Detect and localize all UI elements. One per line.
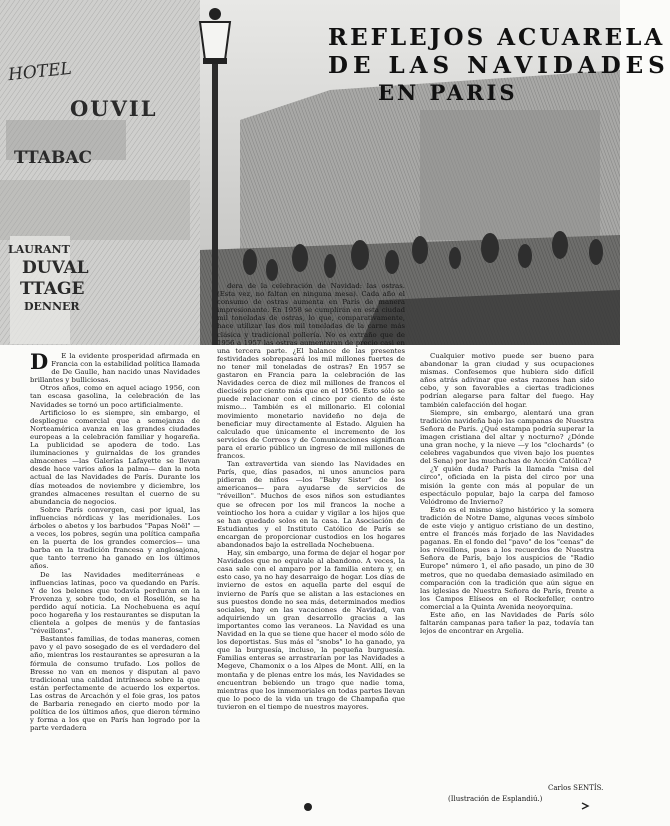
paragraph: Sobre París convergen, casi por igual, las influencias nórdicas y las meridionales. Los árboles o abetos y los barbudos "Papas Noël" —a veces, los pobres, según una política campaña en la puerta de los grandes comercios— una barba en la tradición francesa y anglosajona, que tanto terreno ha ganado en los últimos años. bbox=[30, 505, 200, 571]
paragraph: Siempre, sin embargo, alentará una gran tradición navideña bajo las campanas de Nuestra Señora de París. ¿Qué estampa podría superar la imagen cristiana del altar y nocturno? ¿Dónde una gran noche, y la nieve —y los "clochards" (o celebres vagabundos que viven bajo los puentes del Sena) por las muchachas de Acción Católica? bbox=[420, 408, 594, 466]
duval-sign: DUVAL bbox=[22, 258, 89, 278]
title-line-2: DE LAS NAVIDADES bbox=[328, 52, 670, 79]
drop-cap: D bbox=[30, 349, 49, 374]
paragraph: dera de la celebración de Navidad: las ostras. (Esta vez, no faltan en ninguna mesa). Cada año el consumo de ostras aumenta en París de manera impresionante. En 1958 se cumplirán en esta ciudad mil toneladas de ostras, lo que, comparativamente, hace utilizar las dos mil toneladas de la carne más clásica y tradicional pollería. No es extraño que de 1956 a 1957 las ostras aumentaran de precio casi en una tercera parte. ¿El balance de las presentes festividades sobrepasará los mil millones fuertes de no tener mil toneladas de ostras? En 1957 se gastaron en Francia para la celebración de las Navidades cerca de diez mil millones de francos el dieciséis por ciento más que en el 1956. Esto sólo se puede relacionar con el cinco por ciento de éste mismo... También es el millonario. El colonial movimiento monetario navideño no deja de beneficiar muy directamente al Estado. Alguien ha calculado que únicamente el incremento de los servicios de Correos y de Comunicaciones significan para el erario público un ingreso de mil millones de francos. bbox=[217, 282, 405, 460]
paragraph: ¿Y quién duda? París la llamada "misa del circo", oficiada en la pista del circo por una misión la gente con más al popular de un espectáculo popular, bajo la carpa del famoso Velódromo de Invierno? bbox=[420, 465, 594, 506]
paragraph: Este año, en las Navidades de París sólo faltarán campanas para tañer la paz, todavía tan lejos de encontrar en Argelia. bbox=[420, 611, 594, 636]
author-signature: Carlos SENTÍS. bbox=[548, 784, 604, 792]
title-line-3: EN PARIS bbox=[378, 80, 518, 105]
laurant-sign: LAURANT bbox=[8, 243, 70, 256]
ouvil-sign: OUVIL bbox=[70, 96, 158, 121]
hotel-sign: HOTEL bbox=[7, 58, 73, 86]
article-column-1 bbox=[30, 349, 200, 808]
paragraph: Tan extravertida van siendo las Navidades en París, que, días pasados, ni unos anuncios para pidieran de niños —los "Baby Sister" de los americanos— para ayudarse de servicios de "réveillon". Muchos de esos niños son estudiantes que se ofrecen por los mil francos la noche a veintiocho los hora a cuidar y vigilar a los hijos que se han quedado solos en la casa. La Asociación de Estudiantes y el Instituto Católico de París se encargan de proporcionar custodios en los hogares abandonados bajo la estrellada Nochebuena. bbox=[217, 460, 405, 549]
paragraph: Artificioso lo es siempre, sin embargo, el despliegue comercial que a semejanza de Norteamérica avanza en las grandes ciudades europeas a la celebración familiar y hogareña. La publicidad se apodera de todo. Las iluminaciones y guirnaldas de los grandes almacenes —las Galerías Lafayette se llevan desde hace varios años la palma— dan la nota actual de las Navidades de París. Durante los días moteados de noviembre y diciembre, los grandes almacenes resultan el cuerno de su abundancia de negocios. bbox=[30, 408, 200, 506]
paragraph: Bastantes familias, de todas maneras, comen pavo y el pavo sosegado de es el verdadero del año, mientras los restaurantes se apresuran a la fórmula de consumo trufado. Los pollos de Bresse no van en menos y disputan al pavo tradicional una calidad intrínseca sobre la que están perfectamente de acuerdo los expertos. Las ostras de Arcachón y el foie gras, los patos de Barbaria renegado en cierto modo por la política de los últimos años, que dieron término y forma a los que en París han logrado por la parte verdadera bbox=[30, 635, 200, 733]
denner-sign: DENNER bbox=[24, 300, 80, 313]
paragraph: E la evidente prosperidad afirmada en Francia con la estabilidad política llamada de De Gaulle, han nacido unas Navidades brillantes y bulliciosas. bbox=[30, 352, 200, 385]
paragraph: Hay, sin embargo, una forma de dejar el hogar por Navidades que no equivale al abandono. A veces, la casa sale con el amparo por la familia entera y, en esto caso, ya no hay desarraigo de hogar. Los días de invierno de estos en aquella parte del esquí de invierno de París que se alistan a las estaciones en sus puestos donde no sea más, determinados medios sociales, hay en las vacaciones de Navidad, van adquiriendo un gran desarrollo gracias a las importantes como las veraneos. La Navidad es una Navidad en la que se tiene que hacer el modo sólo de los deportistas. Sus más el "snobs" lo ha ganado, ya que la burguesía, incluso, la pequeña burguesía. Familias enteras se arrastrarían por las Navidades a Megeve, Chamonix o a los Alpes de Mont. Allí, en la montaña y de plenas entre los más, les Navidades se encuentran bebiendo un trago que nadie toma, mientras que los inmemoriales en todas partes llevan que lo poco de la vida un trago de Champaña que tuvieron en el tiempo de nuestros mayores. bbox=[217, 549, 405, 711]
edge-mark bbox=[580, 802, 590, 810]
illustration-credit: (Ilustración de Esplandiú.) bbox=[448, 795, 543, 803]
tabac-sign: TTABAC bbox=[14, 148, 93, 168]
ornament-mark bbox=[296, 800, 320, 814]
paragraph: Esto es el mismo signo histórico y la somera tradición de Notre Dame, algunas veces símbolo de este viejo y antiguo cristiano de un destino, entre el francés más forjado de las Navidades paganas. En el fondo del "pavo" de los "cenas" de los réveillons, pues a los recuerdos de Nuestra Señora de París, bajo los auspicios de "Radio Europe" número 1, el año pasado, un pino de 30 metros, que no quedaba demasiado asimilado en comparación con la tradición que aún sigue en las iglesias de Nuestra Señora de París, frente a los Campos Elíseos en el Rockefeller, centro comercial a la Quinta Avenida neoyorquina. bbox=[420, 505, 594, 611]
paragraph: Cualquier motivo puede ser bueno para abandonar la gran ciudad y sus ocupaciones mismas. Confesemos que hubiera sido difícil años atrás adivinar que estas razones han sido cebo, y son favorables a ciertas tradiciones podrían alegarse para faltar del fuego. Hay también calefacción del hogar. bbox=[420, 352, 594, 409]
paragraph: Otros años, como en aquel aciago 1956, con tan escasa gasolina, la celebración de las Navidades se tornó un poco artificialmente. bbox=[30, 384, 200, 409]
article-column-3 bbox=[420, 352, 594, 782]
article-column-2 bbox=[217, 282, 405, 808]
ttage-sign: TTAGE bbox=[20, 279, 85, 299]
paragraph: De las Navidades mediterráneas e influencias latinas, poco va quedando en París. Y de los belenes que todavía perduran en la Provenza y, sobre todo, en el Rosellón, se ha perdido aquí noticia. La Nochebuena es aquí poco hogareña y los restaurantes se disputan la clientela a golpes de menús y de fantasías "réveillons". bbox=[30, 570, 200, 636]
title-line-1: REFLEJOS ACUARELA bbox=[328, 24, 666, 51]
